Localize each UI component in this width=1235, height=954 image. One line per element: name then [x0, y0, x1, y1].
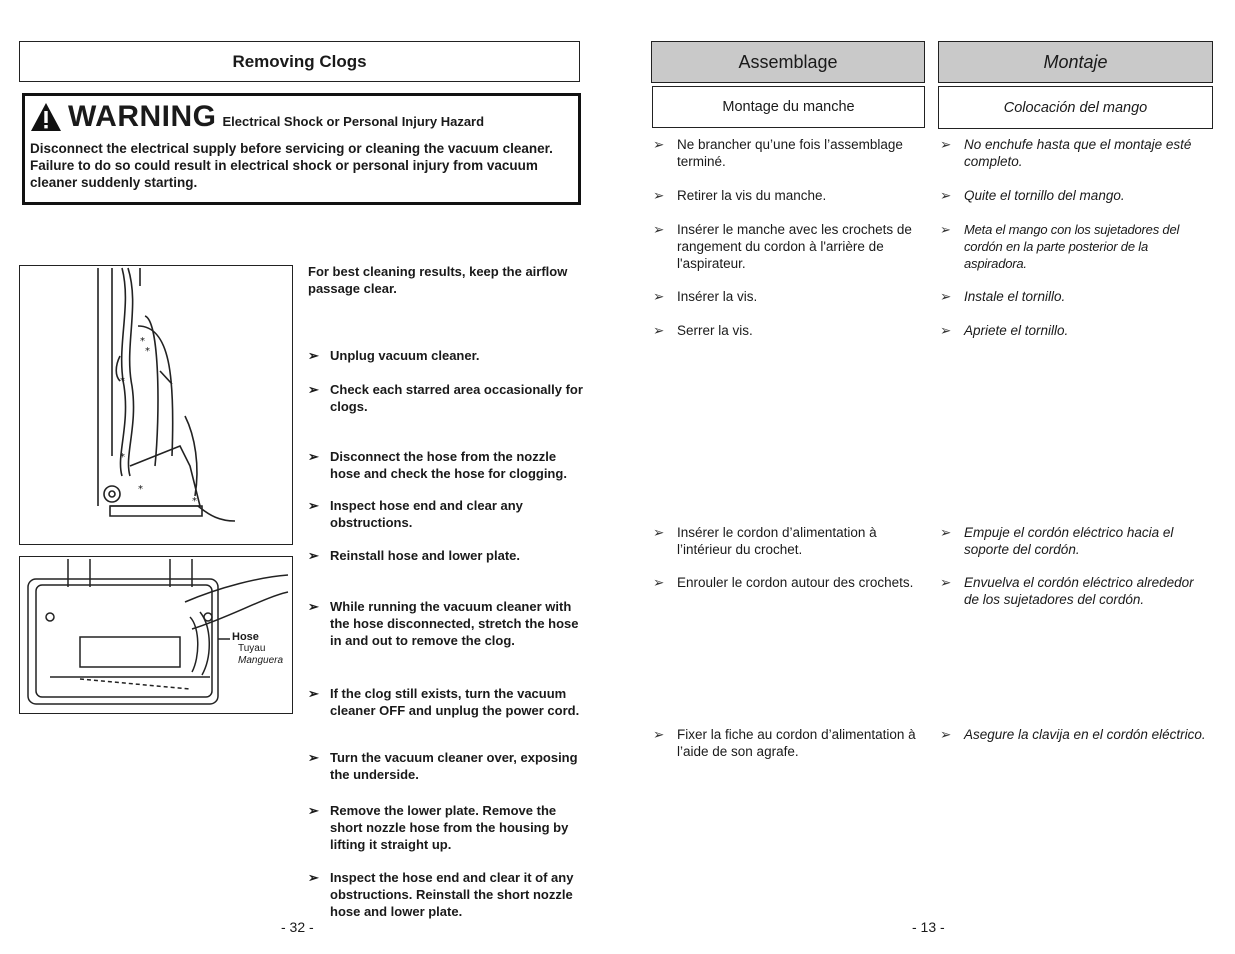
vacuum-side-illustration — [20, 266, 291, 543]
step-text: Envuelva el cordón eléctrico alrededor de los sujetadores del cordón. — [964, 575, 1194, 607]
bullet-arrow-icon: ➢ — [308, 382, 319, 397]
fr-step-8 — [653, 726, 928, 760]
hose-label: Hose — [232, 631, 259, 643]
svg-text:*: * — [138, 484, 143, 495]
warning-triangle-icon — [30, 102, 62, 132]
bullet-arrow-icon: ➢ — [940, 289, 952, 304]
step-text: If the clog still exists, turn the vacuum cleaner OFF and unplug the power cord. — [330, 686, 580, 718]
left-step-9 — [308, 802, 583, 853]
fr-title: Assemblage — [738, 51, 838, 72]
es-subtitle: Colocación del mango — [1003, 99, 1148, 116]
left-step-4 — [308, 497, 583, 531]
bullet-arrow-icon: ➢ — [653, 323, 665, 338]
svg-text:*: * — [140, 336, 145, 347]
svg-text:*: * — [120, 376, 125, 387]
montaje-header — [938, 41, 1213, 83]
step-text: Retirer la vis du manche. — [677, 188, 827, 203]
step-text: Serrer la vis. — [677, 323, 753, 338]
svg-text:*: * — [145, 346, 150, 357]
es-step-1 — [940, 136, 1212, 170]
bullet-arrow-icon: ➢ — [308, 750, 319, 765]
es-step-7 — [940, 574, 1212, 608]
es-step-8 — [940, 726, 1230, 743]
tuyau-label: Tuyau — [238, 643, 266, 654]
step-text: Insérer le cordon d’alimentation à l’intérieur du crochet. — [677, 525, 877, 557]
step-text: Inspect hose end and clear any obstructions. — [330, 498, 523, 530]
step-text: Apriete el tornillo. — [964, 323, 1069, 338]
es-step-4 — [940, 288, 1212, 305]
bullet-arrow-icon: ➢ — [653, 188, 665, 203]
hose-label-group — [232, 631, 283, 667]
warning-subtitle: Electrical Shock or Personal Injury Hazard — [222, 114, 485, 129]
bullet-arrow-icon: ➢ — [940, 137, 952, 152]
fr-step-4 — [653, 288, 925, 305]
assemblage-header — [651, 41, 925, 83]
fr-subtitle: Montage du manche — [722, 99, 855, 115]
bullet-arrow-icon: ➢ — [940, 323, 952, 338]
intro-text — [308, 263, 583, 297]
bullet-arrow-icon: ➢ — [653, 222, 665, 237]
fr-step-1 — [653, 136, 925, 170]
left-step-2 — [308, 381, 583, 415]
bullet-arrow-icon: ➢ — [940, 222, 951, 237]
es-step-3 — [940, 221, 1202, 272]
fr-step-7 — [653, 574, 928, 591]
left-step-3 — [308, 448, 583, 482]
step-text: Instale el tornillo. — [964, 289, 1066, 304]
figure-upright-vacuum — [19, 265, 293, 545]
step-text: Check each starred area occasionally for clogs. — [330, 382, 583, 414]
step-text: Inspect the hose end and clear it of any obstructions. Reinstall the short nozzle hose and lower plate. — [330, 870, 574, 919]
step-text: Quite el tornillo del mango. — [964, 188, 1125, 203]
bullet-arrow-icon: ➢ — [308, 449, 319, 464]
bullet-arrow-icon: ➢ — [653, 727, 665, 742]
step-text: While running the vacuum cleaner with the hose disconnected, stretch the hose in and out to remove the clog. — [330, 599, 579, 648]
removing-clogs-header — [19, 41, 580, 82]
bullet-arrow-icon: ➢ — [308, 870, 319, 885]
fr-subtitle-box — [652, 86, 925, 128]
es-subtitle-box — [938, 86, 1213, 129]
bullet-arrow-icon: ➢ — [653, 137, 665, 152]
intro-label: For best cleaning results, keep the airflow passage clear. — [308, 264, 568, 296]
es-step-5 — [940, 322, 1212, 339]
step-text: Enrouler le cordon autour des crochets. — [677, 575, 914, 590]
bullet-arrow-icon: ➢ — [308, 498, 319, 513]
fr-step-3 — [653, 221, 925, 272]
bullet-arrow-icon: ➢ — [308, 548, 319, 563]
bullet-arrow-icon: ➢ — [653, 289, 665, 304]
left-step-6 — [308, 598, 583, 649]
step-text: Unplug vacuum cleaner. — [330, 348, 480, 363]
bullet-arrow-icon: ➢ — [308, 599, 319, 614]
left-step-5 — [308, 547, 583, 564]
left-step-7 — [308, 685, 583, 719]
bullet-arrow-icon: ➢ — [940, 727, 952, 742]
fr-step-6 — [653, 524, 925, 558]
es-step-2 — [940, 187, 1212, 204]
fr-step-5 — [653, 322, 925, 339]
section-title: Removing Clogs — [232, 51, 367, 71]
step-text: No enchufe hasta que el montaje esté completo. — [964, 137, 1192, 169]
warning-text: Disconnect the electrical supply before servicing or cleaning the vacuum cleaner. Failure to do so could result in electrical shock or personal injury from vacuum cleaner suddenly starting. — [30, 141, 553, 190]
step-text: Insérer le manche avec les crochets de rangement du cordon à l'arrière de l'aspirateur. — [677, 222, 912, 271]
step-text: Empuje el cordón eléctrico hacia el soporte del cordón. — [964, 525, 1174, 557]
step-text: Reinstall hose and lower plate. — [330, 548, 520, 563]
left-page-number: - 32 - — [281, 919, 314, 935]
step-text: Meta el mango con los sujetadores del cordón en la parte posterior de la aspiradora. — [964, 222, 1180, 271]
left-step-10 — [308, 869, 583, 920]
step-text: Asegure la clavija en el cordón eléctrico. — [964, 727, 1206, 742]
bullet-arrow-icon: ➢ — [940, 525, 952, 540]
left-step-8 — [308, 749, 583, 783]
bullet-arrow-icon: ➢ — [308, 686, 319, 701]
warning-word: WARNING — [68, 100, 217, 133]
bullet-arrow-icon: ➢ — [653, 575, 665, 590]
step-text: Remove the lower plate. Remove the short nozzle hose from the housing by lifting it straight up. — [330, 803, 569, 852]
step-text: Turn the vacuum cleaner over, exposing the underside. — [330, 750, 578, 782]
svg-text:*: * — [192, 496, 197, 507]
step-text: Fixer la fiche au cordon d’alimentation à l’aide de son agrafe. — [677, 727, 916, 759]
bullet-arrow-icon: ➢ — [308, 348, 319, 363]
fr-step-2 — [653, 187, 925, 204]
right-page-number: - 13 - — [912, 919, 945, 935]
svg-text:*: * — [120, 452, 125, 463]
es-title: Montaje — [1043, 51, 1108, 72]
bullet-arrow-icon: ➢ — [653, 525, 665, 540]
left-step-1 — [308, 347, 583, 364]
bullet-arrow-icon: ➢ — [940, 188, 952, 203]
bullet-arrow-icon: ➢ — [940, 575, 952, 590]
warning-box — [22, 93, 581, 205]
manguera-label: Manguera — [238, 655, 284, 666]
figure-vacuum-underside — [19, 556, 293, 714]
step-text: Insérer la vis. — [677, 289, 758, 304]
step-text: Disconnect the hose from the nozzle hose and check the hose for clogging. — [330, 449, 567, 481]
es-step-6 — [940, 524, 1212, 558]
bullet-arrow-icon: ➢ — [308, 803, 319, 818]
step-text: Ne brancher qu’une fois l’assemblage terminé. — [677, 137, 903, 169]
warning-heading — [30, 102, 573, 132]
